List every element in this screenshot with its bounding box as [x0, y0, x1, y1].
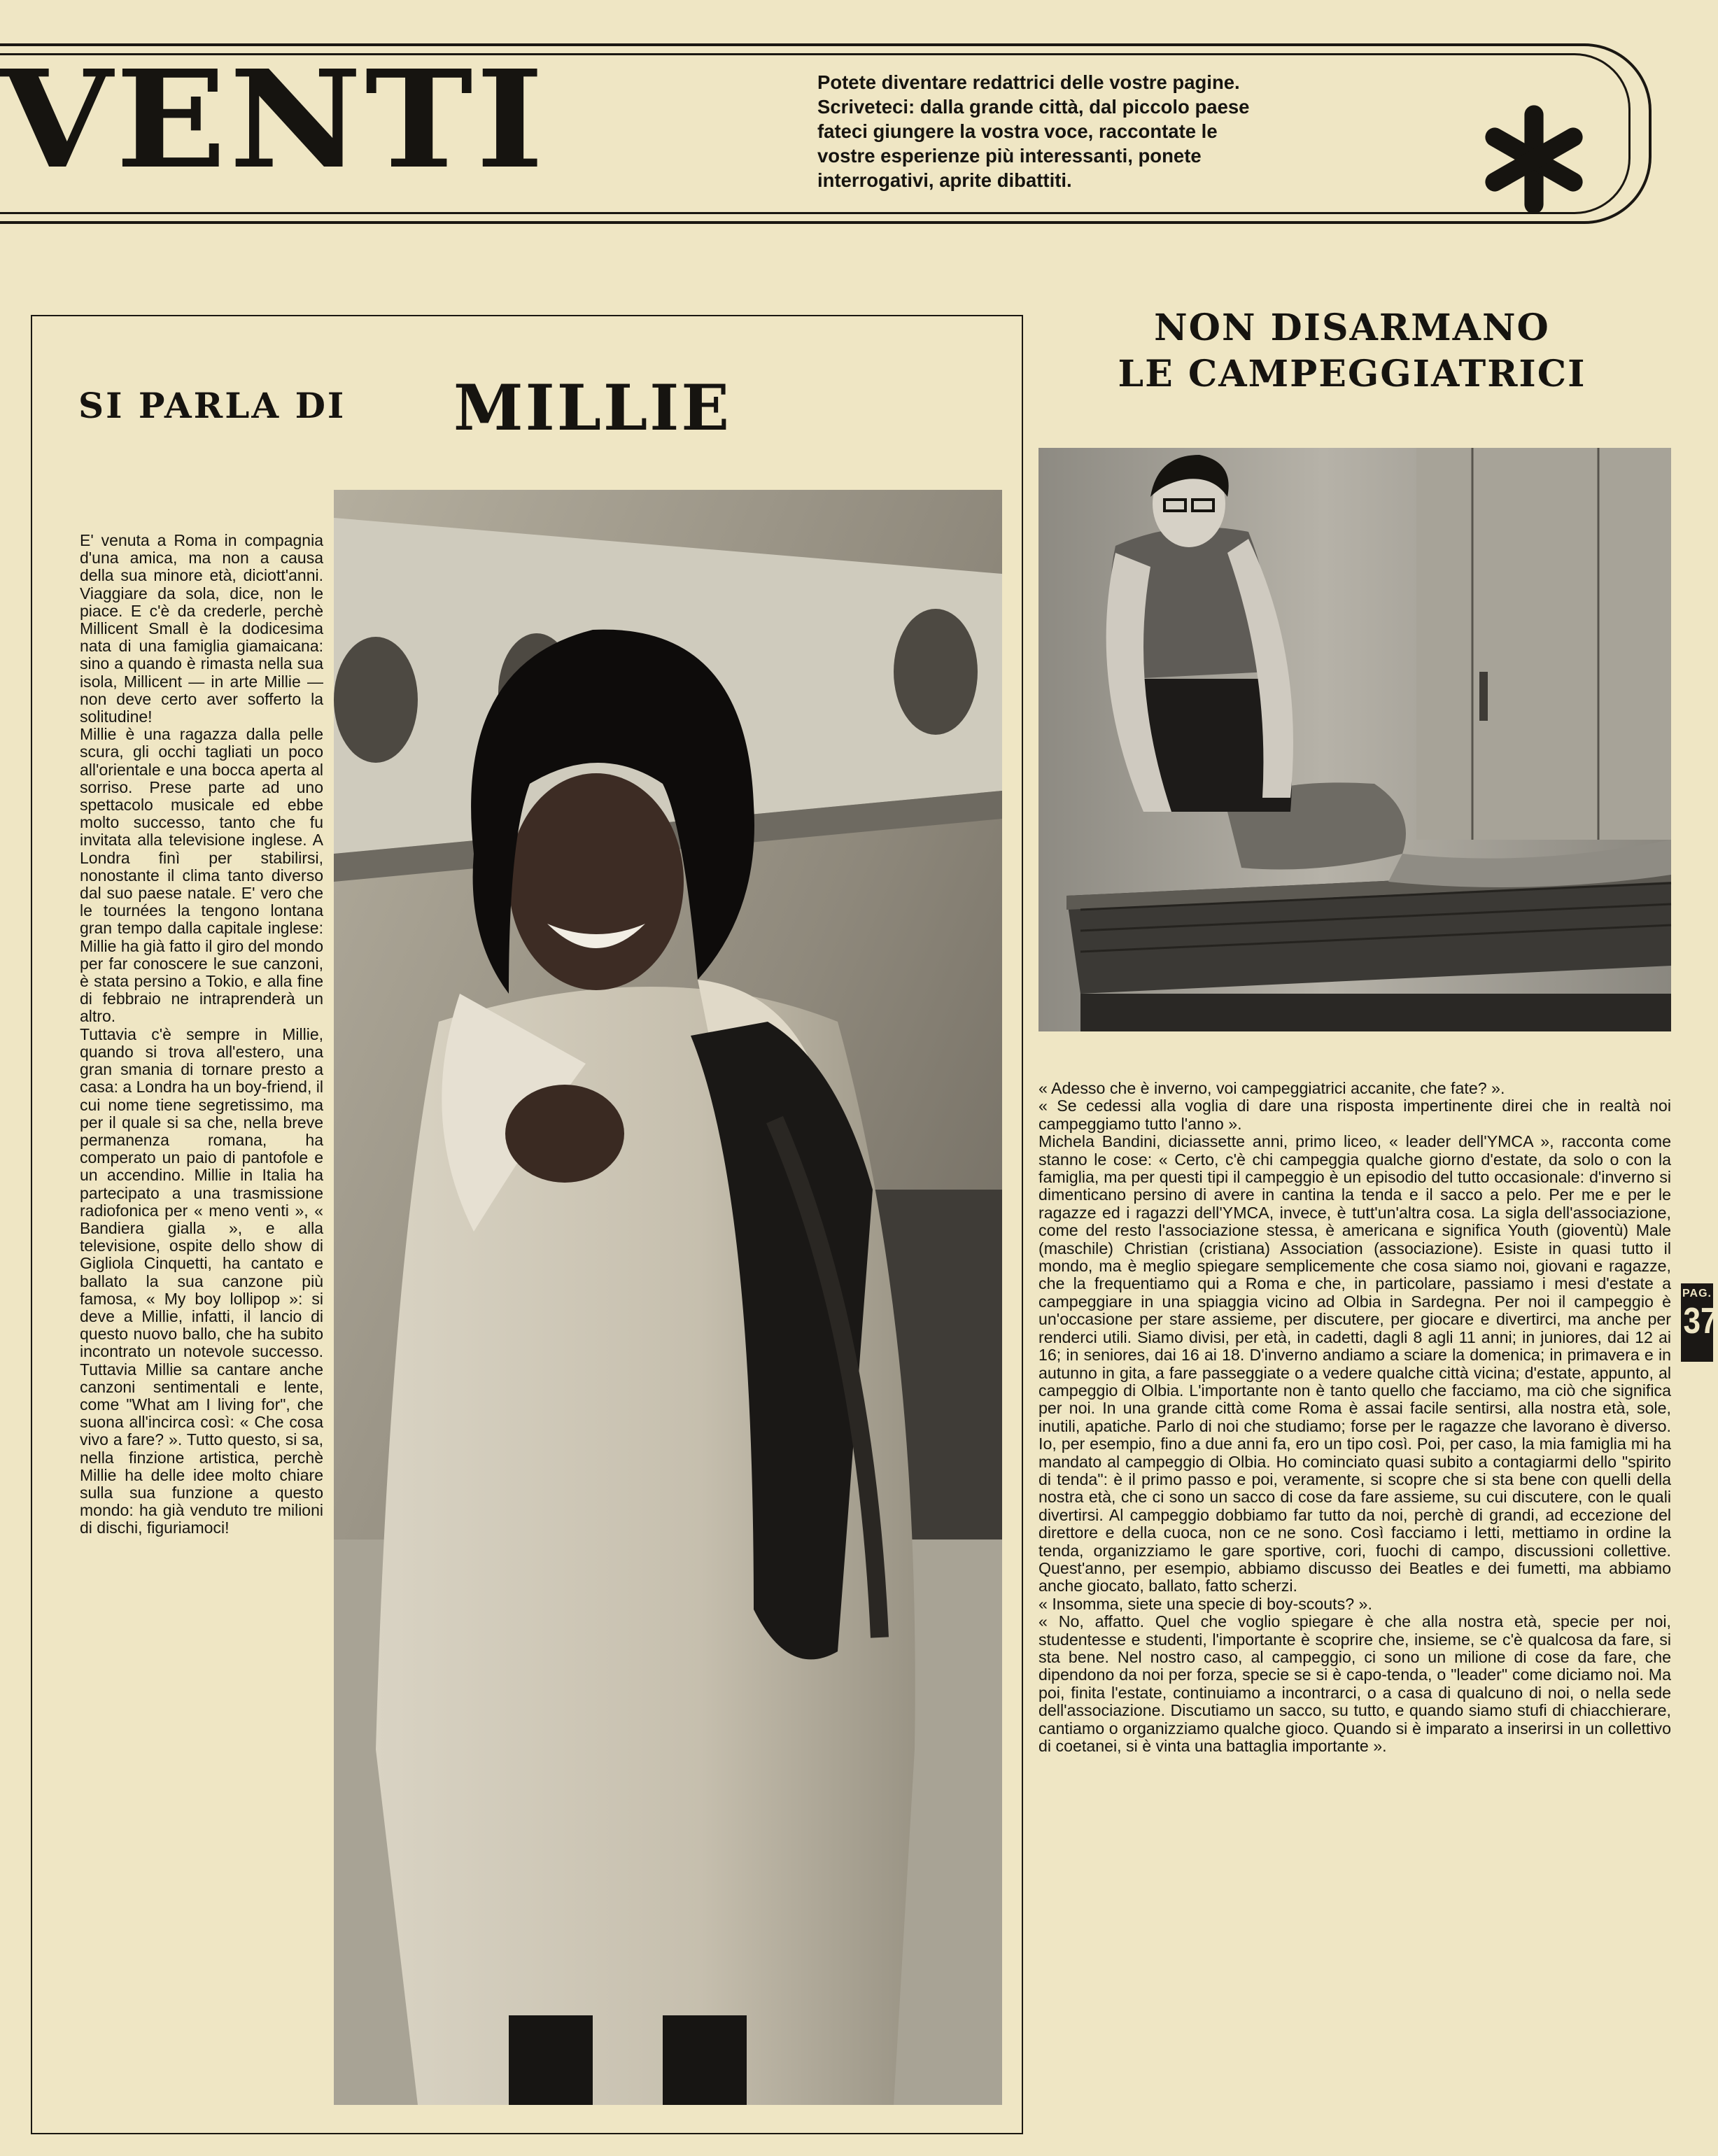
millie-headline: MILLIE	[453, 371, 731, 445]
millie-paragraph: Tuttavia c'è sempre in Millie, quando si trova all'estero, una gran smania di tornare presto a casa: a Londra ha un boy-friend, il cui nome tiene segretissimo, ma per il quale si sa che, nella breve permanenza romana, ha comperato un paio di pantofole e un accendino. Millie in Italia ha partecipato a una trasmissione radiofonica per « meno venti », « Bandiera gialla », e alla televisione, ospite dello show di Gigliola Cinquetti, ha cantato e ballato la sua canzone più famosa, « My boy lollipop »: si deve a Millie, infatti, il lancio di questo nuovo ballo, che ha subito incontrato un notevole successo. Tuttavia Millie sa cantare anche canzoni sentimentali e lente, come "What am I living for", che suona all'incirca così: « Che cosa vivo a fare? ». Tutto questo, si sa, nella finzione artistica, perchè Millie ha delle idee molto chiare sulla sua funzione a questo mondo: ha già venduto tre milioni di dischi, figuriamoci!	[80, 1024, 323, 1537]
page-number: 37	[1683, 1301, 1718, 1341]
camp-headline	[1016, 305, 1688, 397]
millie-kicker: SI PARLA DI	[78, 385, 346, 426]
millie-paragraph: E' venuta a Roma in compagnia d'una amica, ma non a causa della sua minore età, diciott'anni. Viaggiare da sola, dice, non le piace. E c'è da crederle, perchè Millicent Small è la dodicesima nata di una famiglia giamaicana: sino a quando è rimasta nella sua isola, Millicent — in arte Millie — non deve certo aver sofferto la solitudine!	[80, 531, 323, 726]
section-title: VENTI	[0, 41, 547, 199]
page-label: PAG.	[1682, 1288, 1712, 1299]
camp-headline-line-2: LE CAMPEGGIATRICI	[1118, 353, 1586, 395]
millie-portrait-photo	[334, 490, 1002, 2105]
camp-paragraph: Michela Bandini, diciassette anni, primo liceo, « leader dell'YMCA », racconta come stanno le cose: « Certo, c'è chi campeggia qualche giorno d'estate, da solo o con la famiglia, ma per questi tipi il campeggio è un episodio del tutto occasionale: d'inverno si dimenticano persino di avere in cantina la tenda e il sacco a pelo. Per me e per le ragazze ed i ragazzi dell'YMCA, invece, è tutt'un'altra cosa. La sigla dell'associazione, come del resto l'associazione stessa, è americana e significa Youth (gioventù) Male (maschile) Christian (cristiana) Association (associazione). Esiste in quasi tutto il mondo, ma è meglio spiegare semplicemente che cosa siamo noi, giovani e ragazze, che la frequentiamo qui a Roma e che, in particolare, passiamo i mesi d'estate a campeggiare in una spiaggia vicino ad Olbia in Sardegna. Per noi il campeggio è un'occasione per stare assieme, per discutere, per giocare e divertirci, ma anche per renderci utili. Siamo divisi, per età, in cadetti, dagli 8 agli 11 anni; in juniores, dai 12 ai 16; in seniores, dai 16 ai 18. D'inverno andiamo a sciare la domenica; in primavera e in autunno in gita, a fare passeggiate o a vedere qualche città vicina; d'estate, appunto, al campeggio di Olbia. L'importante non è tanto quello che facciamo, ma ciò che significa per noi. In una grande città come Roma è assai facile sentirsi, alla nostra età, sole, inutili, apatiche. Parlo di noi che studiamo; forse per le ragazze che lavorano è diverso. Io, per esempio, fino a due anni fa, ero un tipo così. Poi, per caso, la mia famiglia mi ha mandato al campeggio di Olbia. Ho cominciato quasi subito a contagiarmi dello "spirito di tenda": è il primo passo e poi, veramente, si scopre che si sta bene con quelli della nostra età, che ci sono un sacco di cose da fare assieme, su cui discutere, con le quali divertirsi. Al campeggio dobbiamo far tutto da noi, perchè di grandi, ad eccezione del direttore e della cuoca, non ce ne sono. Così facciamo i letti, mettiamo in ordine la tenda, organizziamo le gare sportive, cori, fuochi di campo, discussioni collettive. Quest'anno, per esempio, abbiamo discusso dei Beatles e dei fumetti, ma abbiamo anche giocato, ballato, fatto scherzi.	[1038, 1132, 1671, 1595]
camper-packing-sleeping-bag-photo	[1038, 448, 1671, 1031]
camp-paragraph: « No, affatto. Quel che voglio spiegare è che alla nostra età, specie per noi, studentesse e studenti, l'importante è scoprire che, insieme, se c'è qualcosa da fare, si sta bene. Nel nostro caso, al campeggio, ci sono un milione di cose da fare, che dipendono da noi per forza, specie se si è capo-tenda, o "leader" come diciamo noi. Ma poi, finita l'estate, continuiamo a incontrarci, o a casa di qualcuno di noi, o nella sede dell'associazione. Discutiamo un sacco, su tutto, e quando siamo stufi di chiacchierare, cantiamo o organizziamo qualche gioco. Quando si è imparato a inserirsi in un collettivo di coetanei, si è vinta una battaglia importante ».	[1038, 1612, 1671, 1756]
camp-headline-line-1: NON DISARMANO	[1154, 307, 1550, 349]
asterisk-icon	[1478, 104, 1590, 216]
camp-article-body	[1038, 1080, 1671, 1755]
millie-article-body	[80, 532, 323, 1537]
camp-paragraph: « Adesso che è inverno, voi campeggiatrici accanite, che fate? ».	[1038, 1079, 1505, 1097]
camp-paragraph: « Se cedessi alla voglia di dare una risposta impertinente direi che in realtà noi campeggiamo tutto l'anno ».	[1038, 1097, 1671, 1133]
page-number-tab	[1681, 1283, 1718, 1362]
millie-paragraph: Millie è una ragazza dalla pelle scura, gli occhi tagliati un poco all'orientale e una bocca aperta al sorriso. Prese parte ad uno spettacolo musicale ed ebbe molto successo, tanto che fu invitata alla televisione inglese. A Londra finì per stabilirsi, nonostante il clima tanto diverso dal suo paese natale. E' vero che le tournées la tengono lontana gran tempo dalla capitale inglese: Millie ha già fatto il giro del mondo per far conoscere le sue canzoni, è stata persino a Tokio, e alla fine di febbraio ne intraprenderà un altro.	[80, 725, 323, 1026]
camp-paragraph: « Insomma, siete una specie di boy-scouts? ».	[1038, 1594, 1372, 1613]
section-intro: Potete diventare redattrici delle vostre pagine. Scriveteci: dalla grande città, dal piccolo paese fateci giungere la vostra voce, raccontate le vostre esperienze più interessanti, ponete interrogativi, aprite dibattiti.	[817, 71, 1250, 191]
